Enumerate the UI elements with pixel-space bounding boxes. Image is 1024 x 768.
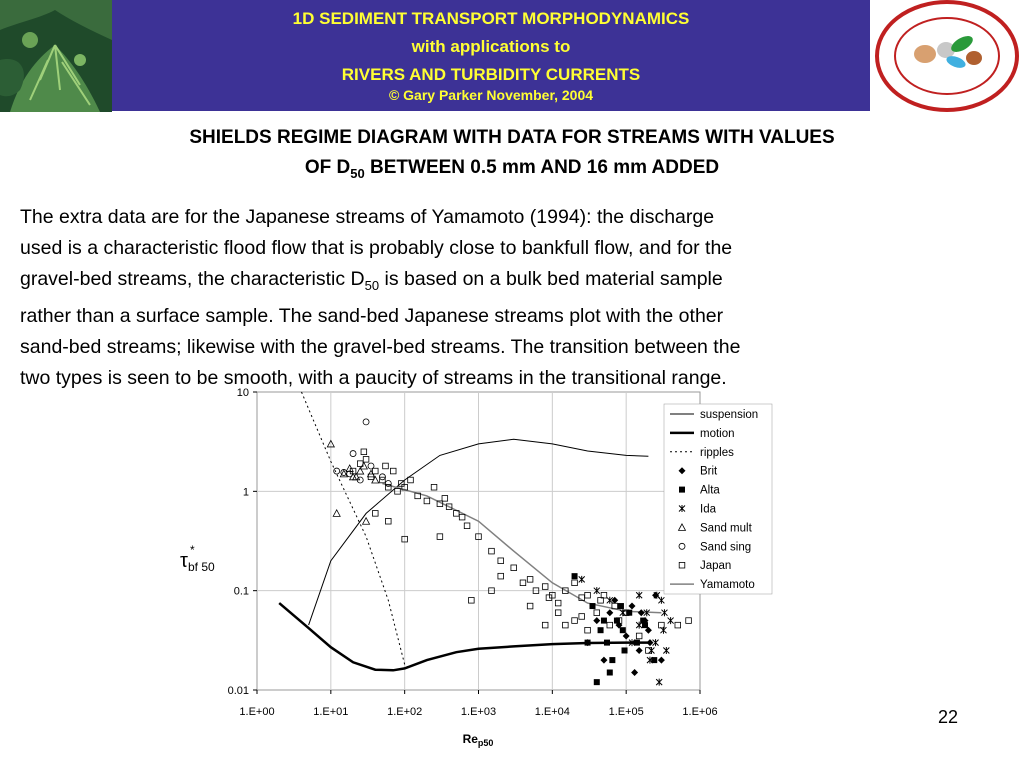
- headline-text-b: BETWEEN 0.5 mm AND 16 mm ADDED: [364, 157, 720, 178]
- data-point-alta: [609, 657, 615, 663]
- para-text-b: is based on a bulk bed material sample: [379, 268, 723, 290]
- x-tick-label: 1.E+01: [313, 706, 349, 718]
- data-point-alta: [590, 603, 596, 609]
- para-subscript: 50: [364, 277, 380, 293]
- data-point-alta: [634, 640, 640, 646]
- headline-text-a: OF D: [304, 157, 351, 178]
- y-tick-label: 0.1: [233, 585, 249, 598]
- y-axis-label-sup: *: [190, 543, 195, 557]
- data-point-alta: [598, 627, 604, 633]
- data-point-alta: [585, 640, 591, 646]
- data-point-alta: [572, 573, 578, 579]
- y-tick-label: 10: [236, 387, 249, 399]
- para-line: used is a characteristic flood flow that is probably close to bankfull flow, and for the: [20, 237, 733, 259]
- slide-headline-line1: SHIELDS REGIME DIAGRAM WITH DATA FOR STREAMS WITH VALUES: [189, 127, 835, 148]
- legend-swatch-alta: [679, 487, 685, 493]
- para-text-a: gravel-bed streams, the characteristic D: [20, 268, 365, 290]
- y-tick-label: 0.01: [227, 685, 249, 697]
- data-point-alta: [618, 603, 624, 609]
- legend-label: suspension: [700, 409, 759, 421]
- x-tick-label: 1.E+04: [534, 706, 570, 718]
- legend-label: Brit: [700, 465, 718, 478]
- data-point-alta: [622, 647, 628, 653]
- para-line: sand-bed streams; likewise with the gravel-bed streams. The transition between the: [20, 335, 741, 358]
- data-point-alta: [601, 618, 607, 624]
- para-line: rather than a surface sample. The sand-bed Japanese streams plot with the other: [20, 304, 724, 327]
- legend-label: Yamamoto: [700, 579, 755, 592]
- data-point-alta: [614, 618, 620, 624]
- legend-label: Ida: [700, 503, 716, 516]
- page-number: 22: [938, 707, 959, 727]
- para-line: The extra data are for the Japanese streams of Yamamoto (1994): the discharge: [20, 206, 715, 228]
- copyright-line: © Gary Parker November, 2004: [388, 87, 594, 103]
- course-title-line1: 1D SEDIMENT TRANSPORT MORPHODYNAMICS: [292, 9, 690, 28]
- x-tick-label: 1.E+02: [387, 706, 423, 718]
- x-tick-label: 1.E+06: [682, 706, 718, 718]
- x-tick-label: 1.E+03: [460, 706, 497, 718]
- data-point-alta: [620, 627, 626, 633]
- legend-label: Alta: [700, 484, 720, 497]
- legend-label: Japan: [700, 560, 732, 573]
- data-point-alta: [594, 679, 600, 685]
- x-tick-label: 1.E+00: [239, 706, 275, 718]
- legend-label: ripples: [700, 446, 734, 459]
- legend-label: Sand sing: [700, 541, 752, 554]
- legend-label: motion: [700, 427, 735, 440]
- para-line: two types is seen to be smooth, with a paucity of streams in the transitional range.: [20, 366, 727, 389]
- data-point-alta: [642, 622, 648, 628]
- headline-subscript: 50: [350, 165, 365, 181]
- y-tick-label: 1: [242, 486, 249, 499]
- course-title-line3: RIVERS AND TURBIDITY CURRENTS: [341, 65, 641, 84]
- y-axis-label-sub: bf 50: [188, 560, 215, 574]
- x-axis-label: $Re_{p50}$: [462, 732, 494, 748]
- course-title-line2: with applications to: [411, 37, 571, 56]
- legend-label: Sand mult: [700, 522, 752, 535]
- data-point-alta: [604, 640, 610, 646]
- data-point-alta: [607, 670, 613, 676]
- x-tick-label: 1.E+05: [608, 706, 644, 718]
- y-axis-label-tau: τ: [180, 550, 188, 572]
